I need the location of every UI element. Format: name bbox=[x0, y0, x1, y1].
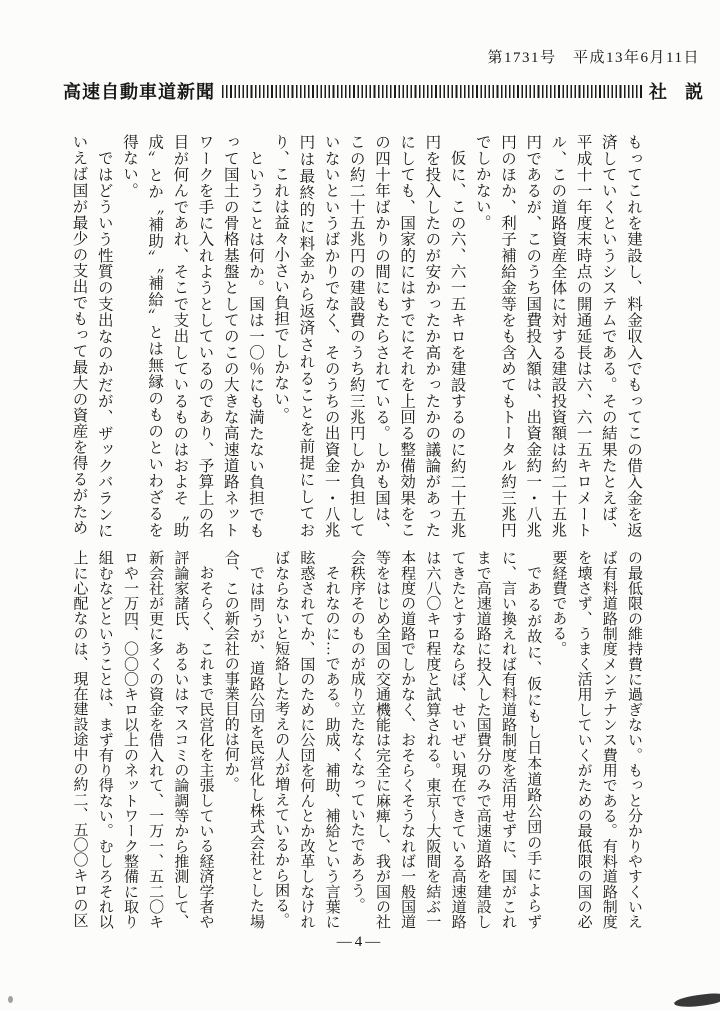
article-lower-band bbox=[64, 550, 646, 929]
article-upper-band bbox=[64, 134, 646, 538]
paragraph: 仮に、この六、六一五キロを建設するのに約二十五兆円を投入したのが安かったか高かったかの議論があったにしても、国家的にはすでにそれを上回る整備効果をこの四十年ばかりの間にもたらされている。しかも国は、この約二十五兆円の建設費のうち約三兆円しか負担していないというばかりでなく、そのうちの出資金一・八兆円は最終的に料金から返済されることを前提にしており、これは益々小さい負担でしかない。 bbox=[272, 134, 466, 538]
page-number: ―4― bbox=[336, 934, 384, 950]
scan-artifact-smudge bbox=[674, 992, 720, 1009]
paper-name: 高速自動車道新聞 bbox=[63, 82, 215, 102]
paragraph: おそらく、これまで民営化を主張している経済学者や評論家諸氏、あるいはマスコミの論調等から推測して、新会社が更に多くの資金を借入れて、一万一、五二〇キロや一万四、〇〇〇キロ以上のネットワーク整備に取り組むなどということは、まず有り得ない。むしろそれ以上に心配なのは、現在建設途中の約二、五〇〇キロの区 bbox=[71, 550, 214, 929]
paragraph: それなのに…である。助成、補助、補給という言葉に眩惑されてか、国のために公団を何んとか改革しなければならないと短絡した考えの人が増えているから困る。 bbox=[273, 550, 340, 929]
scan-artifact-speck bbox=[8, 996, 13, 1003]
issue-date-line: 第1731号 平成13年6月11日 bbox=[487, 50, 700, 66]
paragraph: ということは何か。国は一〇％にも満たない負担でもって国土の骨格基盤としてのこの大きな高速道路ネットワークを手に入れようとしているのであり、予算上の名目が何んであれ、そこで支出しているものはおよそ〝助成〟とか〝補助〟〝補給〟とは無縁のものといわざるを得ない。 bbox=[120, 134, 264, 538]
masthead bbox=[63, 79, 703, 103]
paragraph: であるが故に、仮にもし日本道路公団の手によらずに、言い換えれば有料道路制度を活用せずに、国がこれまで高速道路に投入した国費分のみで高速道路を建設してきたとするならば、せいぜい現在できている高速道路は六八〇キロ程度と試算される。東京〜大阪間を結ぶ一本程度の道路でしかなく、おそらくそうなれば一般国道等をはじめ全国の交通機能は完全に麻痺し、我が国の社会秩序そのものが成り立たなくなっていたであろう。 bbox=[348, 550, 542, 929]
section-label-editorial: 社 説 bbox=[649, 82, 703, 102]
paragraph: では問うが、道路公団を民営化し株式会社とした場合、この新会社の事業目的は何か。 bbox=[222, 550, 264, 929]
rule-bars-divider bbox=[222, 85, 644, 98]
paragraph: の最低限の維持費に過ぎない。もっと分かりやすくいえば有料道路制度メンテナンス費用である。有料道路制度を壊さず、うまく活用していくがための最低限の国の必要経費である。 bbox=[550, 550, 642, 929]
paragraph: ではどういう性質の支出なのかだが、ザックバランにいえば国が最少の支出でもって最大の資産を得るがため bbox=[70, 134, 113, 538]
paragraph: もってこれを建設し、料金収入でもってこの借入金を返済していくというシステムである。その結果たとえば、平成十一年度末時点の開通延長は六、六一五キロメートル、この道路資産全体に対する建設投資額は約二十五兆円であるが、このうち国費投入額は、出資金約一・八兆円のほか、利子補給金等をも含めてもトータル約三兆円でしかない。 bbox=[473, 134, 642, 538]
